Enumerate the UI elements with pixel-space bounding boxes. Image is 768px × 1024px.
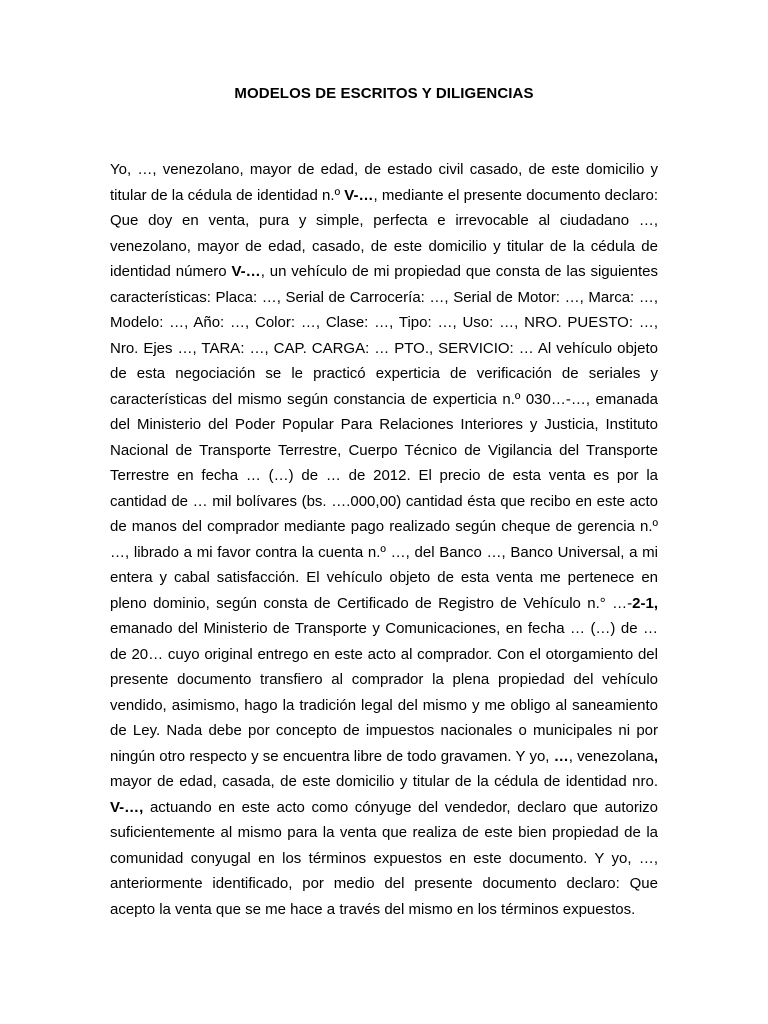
body-text-bold: …	[553, 747, 569, 765]
body-text: , venezolana	[568, 747, 654, 765]
document-title: MODELOS DE ESCRITOS Y DILIGENCIAS	[234, 85, 534, 102]
body-text-bold: ,	[653, 747, 658, 765]
body-text: , un vehículo de mi propiedad que consta de las siguientes características: Placa: …, Serial de Carrocería: …, Serial de Motor: …, Marca: …, Modelo: …, Año: …, Color: …, Clase: …, Tipo: …, Uso: …, NRO. PUESTO: …, Nro. Ejes …, TARA: …, CAP. CARGA: … PTO., SERVICIO: … Al vehículo objeto de esta negociación se le practicó experticia de verificación de seriales y características del mismo según constancia de experticia n.º 030…-…, emanada del Ministerio del Poder Popular Para Relaciones Interiores y Justicia, Instituto Nacional de Transporte Terrestre, Cuerpo Técnico de Vigilancia del Transporte Terrestre en fecha … (…) de … de 2012. El precio de esta venta es por la cantidad de … mil bolívares (bs. ….000,00) cantidad ésta que recibo en este acto de manos del comprador mediante pago realizado según cheque de gerencia n.º …, librado a mi favor contra la cuenta n.º …, del Banco …, Banco Universal, a mi entera y cabal satisfacción. El vehículo objeto de esta venta me pertenece en pleno dominio, según consta de Certificado de Registro de Vehículo n.° …-	[110, 263, 658, 612]
body-text: Yo, …, venezolano, mayor de edad, de estado civil casado, de este domicilio y titular de la cédula de identidad n.º	[110, 161, 658, 204]
body-text-bold: 2-1,	[632, 594, 658, 612]
body-text: mayor de edad, casada, de este domicilio y titular de la cédula de identidad nro.	[110, 773, 658, 790]
body-text: actuando en este acto como cónyuge del vendedor, declaro que autorizo suficientemente al mismo para la venta que realiza de este bien propiedad de la comunidad conyugal en los términos expuestos en este documento. Y yo, …, anteriormente identificado, por medio del presente documento declaro: Que acepto la venta que se me hace a través del mismo en los términos expuestos.	[110, 798, 658, 918]
body-text: emanado del Ministerio de Transporte y Comunicaciones, en fecha … (…) de … de 20… cuyo original entrego en este acto al comprador. Con el otorgamiento del presente documento transfiero al comprador la plena propiedad del vehículo vendido, asimismo, hago la tradición legal del mismo y me obligo al saneamiento de Ley. Nada debe por concepto de impuestos nacionales o municipales ni por ningún otro respecto y se encuentra libre de todo gravamen. Y yo,	[110, 620, 658, 765]
body-text-bold: V-…	[231, 263, 261, 280]
body-text-bold: V-…	[344, 186, 374, 204]
body-text-bold: V-…,	[110, 798, 144, 816]
document-body	[110, 157, 658, 922]
body-text: , mediante el presente documento declaro: Que doy en venta, pura y simple, perfecta e irrevocable al ciudadano …, venezolano, mayor de edad, casado, de este domicilio y titular de la cédula de identidad número	[110, 186, 658, 280]
